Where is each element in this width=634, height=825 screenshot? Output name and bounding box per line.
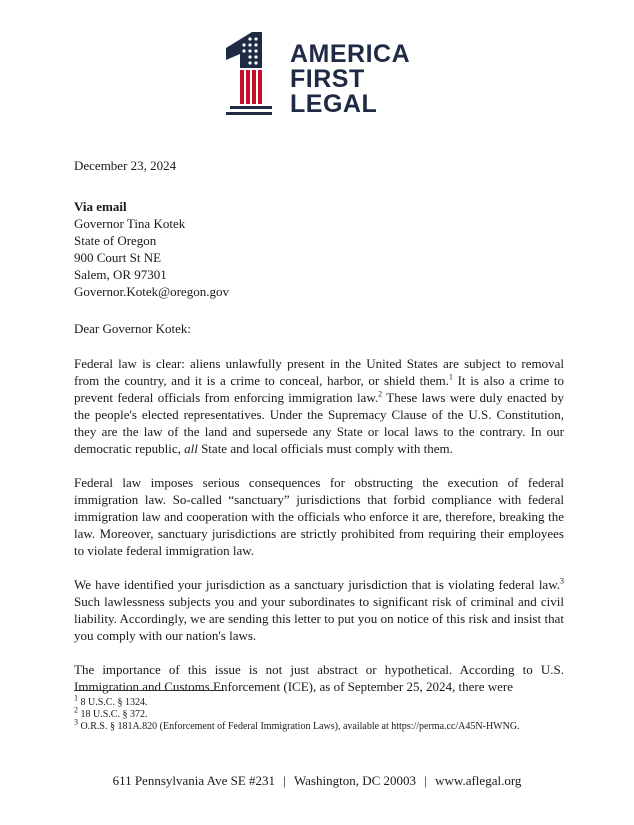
footnote-2 (74, 705, 564, 721)
footer-address: 611 Pennsylvania Ave SE #231 (112, 773, 276, 788)
footer-city: Washington, DC 20003 (293, 773, 417, 788)
letter-body (74, 157, 564, 712)
recipient-name: Governor Tina Kotek (74, 216, 186, 231)
letter-date: December 23, 2024 (74, 158, 177, 173)
paragraph-3 (74, 576, 564, 644)
logo-line-legal: LEGAL (290, 90, 378, 118)
footnote-ref-3[interactable]: 3 (560, 576, 564, 586)
recipient-address (74, 198, 564, 300)
delivery-method: Via email (74, 199, 127, 214)
footnote-num-2: 2 (74, 705, 78, 715)
logo-line-first: FIRST (290, 65, 365, 93)
page-footer (0, 773, 634, 789)
letterhead-logo (222, 30, 422, 120)
paragraph-1 (74, 355, 564, 457)
footer-separator-1: | (283, 773, 286, 788)
logo-line-america: AMERICA (290, 40, 411, 68)
p1-text-b: It is also a crime to prevent federal officials from enforcing immigration law. (74, 373, 565, 405)
p1-emphasis: all (184, 441, 198, 456)
recipient-org: State of Oregon (74, 233, 157, 248)
paragraph-4: The importance of this issue is not just abstract or hypothetical. According to U.S. Immigration and Customs Enforcement (ICE), as of September 25, 2024, there were (74, 662, 564, 694)
recipient-city: Salem, OR 97301 (74, 267, 167, 282)
footnote-num-3: 3 (74, 717, 78, 727)
salutation: Dear Governor Kotek: (74, 321, 191, 336)
p1-text-c: These laws were duly enacted by the people's elected representatives. Under the Supremacy Clause of the U.S. Constitution, they are the law of the land and supersede any State or local laws to the contrary. In our democratic republic, (74, 390, 564, 456)
footnote-text-2: 18 U.S.C. § 372. (78, 709, 148, 720)
america-first-legal-logo-icon (222, 30, 272, 116)
p1-text-d: State and local officials must comply with them. (197, 441, 453, 456)
paragraph-2: Federal law imposes serious consequences for obstructing the execution of federal immigration law. So-called “sanctuary” jurisdictions that forbid compliance with federal immigration law and cooperation with the officials who enforce it are, therefore, breaking the law. Moreover, sanctuary jurisdictions are strictly prohibited from requiring their employees to violate federal immigration law. (74, 475, 564, 558)
footer-website[interactable]: www.aflegal.org (435, 773, 522, 788)
footnote-ref-2[interactable]: 2 (378, 389, 383, 399)
p1-text-a: Federal law is clear: aliens unlawfully present in the United States are subject to removal from the country, and it is a crime to conceal, harbor, or shield them. (74, 356, 564, 388)
logo-wordmark (290, 42, 410, 117)
footnote-text-1: 8 U.S.C. § 1324. (78, 697, 148, 708)
footnote-text-3[interactable]: O.R.S. § 181A.820 (Enforcement of Federal Immigration Laws), available at https://perma.cc/A45N-HWNG. (78, 721, 520, 732)
footer-separator-2: | (424, 773, 427, 788)
footnote-num-1: 1 (74, 693, 78, 703)
footnote-1 (74, 693, 564, 709)
footnote-3 (74, 717, 564, 733)
p3-text-b: Such lawlessness subjects you and your subordinates to significant risk of criminal and civil liability. Accordingly, we are sending this letter to put you on notice of this risk and insist that you comply with our nation's laws. (74, 594, 564, 643)
footnote-ref-1[interactable]: 1 (448, 372, 453, 382)
p3-text-a: We have identified your jurisdiction as a sanctuary jurisdiction that is violating federal law. (74, 577, 560, 592)
recipient-email[interactable]: Governor.Kotek@oregon.gov (74, 284, 229, 299)
recipient-street: 900 Court St NE (74, 250, 162, 265)
footnotes (74, 693, 564, 733)
footnote-divider (74, 690, 224, 691)
